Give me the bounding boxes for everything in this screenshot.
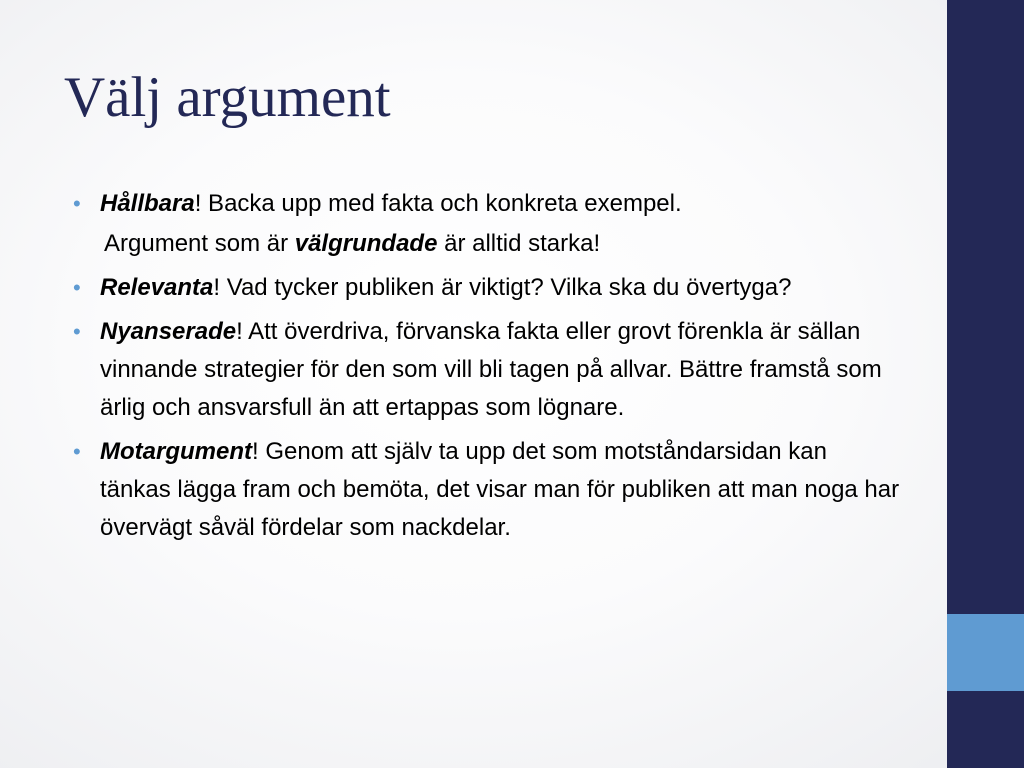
item-text: ! Genom att själv ta upp det som motståndarsidan kan tänkas lägga fram och bemöta, det visar man för publiken att man noga har övervägt såväl fördelar som nackdelar. [100,438,900,541]
item-text: är alltid starka! [437,230,601,257]
item-text: Argument som är [104,230,295,257]
bullet-icon: • [73,191,81,216]
list-item [72,433,902,547]
bullet-icon: • [73,439,81,464]
list-item [72,269,902,307]
emphasis-term: Hållbara [100,190,195,217]
emphasis-term: Relevanta [100,274,214,301]
slide-title: Välj argument [64,66,391,129]
bullet-list [72,185,902,553]
item-text: ! Backa upp med fakta och konkreta exempel. [194,190,682,217]
sidebar-accent-block [947,614,1024,691]
bullet-icon: • [73,319,81,344]
emphasis-term: Motargument [100,438,252,465]
item-text: ! Vad tycker publiken är viktigt? Vilka ska du övertyga? [213,274,792,301]
list-item [72,313,902,427]
emphasis-term: Nyanserade [100,318,237,345]
list-item [72,185,902,223]
item-text: ! Att överdriva, förvanska fakta eller grovt förenkla är sällan vinnande strategier för den som vill bli tagen på allvar. Bättre framstå som ärlig och ansvarsfull än att ertappas som lögnare. [100,318,882,421]
bullet-icon: • [73,275,81,300]
emphasis-term: välgrundade [294,230,438,257]
list-item-continuation [72,225,902,263]
